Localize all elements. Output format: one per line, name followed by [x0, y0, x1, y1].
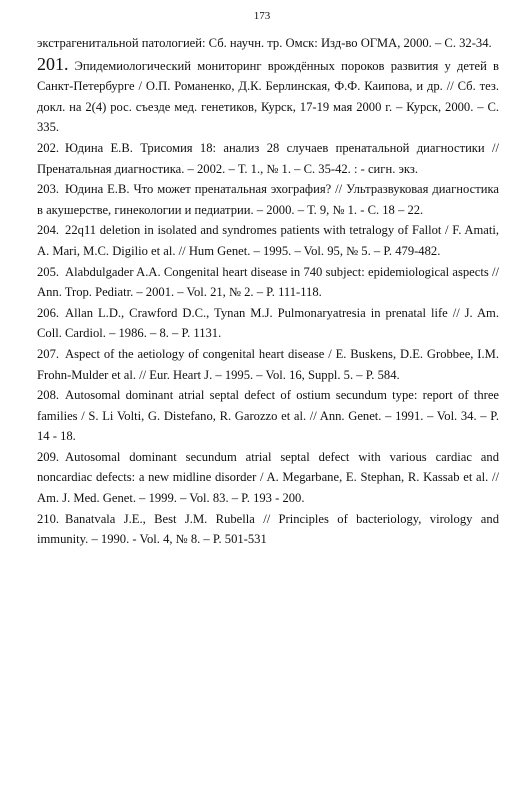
- reference-continued-text: экстрагенитальной патологией: Сб. научн. тр. Омск: Изд-во ОГМА, 2000. – С. 32-34.: [37, 36, 492, 50]
- reference-text: Юдина Е.В. Трисомия 18: анализ 28 случаев пренатальной диагностики // Пренатальная диагностика. – 2002. – Т. 1., № 1. – С. 35-42. : - сигн. экз.: [37, 140, 499, 176]
- reference-text: 22q11 deletion in isolated and syndromes patients with tetralogy of Fallot / F. Amati, A. Mari, M.C. Digilio et al. // Hum Genet. – 1995. – Vol. 95, № 5. – P. 479-482.: [37, 223, 499, 258]
- reference-number: 204.: [37, 223, 60, 238]
- reference-item-208: [37, 385, 499, 447]
- reference-item-203: [37, 179, 499, 220]
- reference-number: 209.: [37, 449, 60, 464]
- reference-item-201: [37, 54, 499, 138]
- reference-text: Autosomal dominant atrial septal defect of ostium secundum type: report of three families / S. Li Volti, G. Distefano, R. Garozzo et al. // Ann. Genet. – 1991. – Vol. 34. – P. 14 - 18.: [37, 388, 499, 444]
- reference-number: 210.: [37, 511, 60, 526]
- reference-text: Юдина Е.В. Что может пренатальная эхография? // Ультразвуковая диагностика в акушерстве, гинекологии и педиатрии. – 2000. – Т. 9, № 1. - С. 18 – 22.: [37, 182, 499, 217]
- reference-number: 205.: [37, 264, 60, 279]
- reference-number: 208.: [37, 388, 60, 403]
- reference-number: 201.: [37, 53, 69, 74]
- reference-item-210: [37, 509, 499, 550]
- reference-text: Autosomal dominant secundum atrial septal defect with various cardiac and noncardiac defects: a new midline disorder / A. Megarbane, E. Stephan, R. Kassab et al. // Am. J. Med. Genet. – 1999. – Vol. 83. – P. 193 - 200.: [37, 449, 499, 506]
- reference-number: 207.: [37, 346, 60, 361]
- reference-list: [37, 33, 499, 550]
- reference-item-204: [37, 220, 499, 261]
- reference-text: Aspect of the aetiology of congenital heart disease / E. Buskens, D.E. Grobbee, I.M. Frohn-Mulder et al. // Eur. Heart J. – 1995. – Vol. 16, Suppl. 5. – P. 584.: [37, 346, 499, 382]
- reference-item-209: [37, 447, 499, 509]
- page-number: 173: [253, 10, 271, 22]
- reference-text: Эпидемиологический мониторинг врождённых пороков развития у детей в Санкт-Петербурге / О.П. Романенко, Д.К. Берлинская, Ф.Ф. Каипова, и др. // Сб. тез. докл. на 2(4) рос. съезде мед. генетиков, Курск, 17-19 мая 2000 г. – Курск, 2000. – С. 335.: [37, 58, 499, 135]
- reference-text: Allan L.D., Crawford D.C., Tynan M.J. Pulmonaryatresia in prenatal life // J. Am. Coll. Cardiol. – 1986. – 8. – P. 1131.: [37, 305, 499, 341]
- reference-item-207: [37, 344, 499, 385]
- reference-text: Banatvala J.E., Best J.M. Rubella // Principles of bacteriology, virology and immunity. – 1990. - Vol. 4, № 8. – P. 501-531: [37, 511, 499, 547]
- reference-item-205: [37, 262, 499, 303]
- reference-text: Alabdulgader A.A. Congenital heart disease in 740 subject: epidemiological aspects // Ann. Trop. Pediatr. – 2001. – Vol. 21, № 2. – P. 111-118.: [37, 264, 499, 300]
- reference-number: 206.: [37, 305, 60, 320]
- reference-number: 202.: [37, 140, 60, 155]
- reference-item-202: [37, 138, 499, 179]
- reference-number: 203.: [37, 182, 60, 197]
- reference-item-206: [37, 303, 499, 344]
